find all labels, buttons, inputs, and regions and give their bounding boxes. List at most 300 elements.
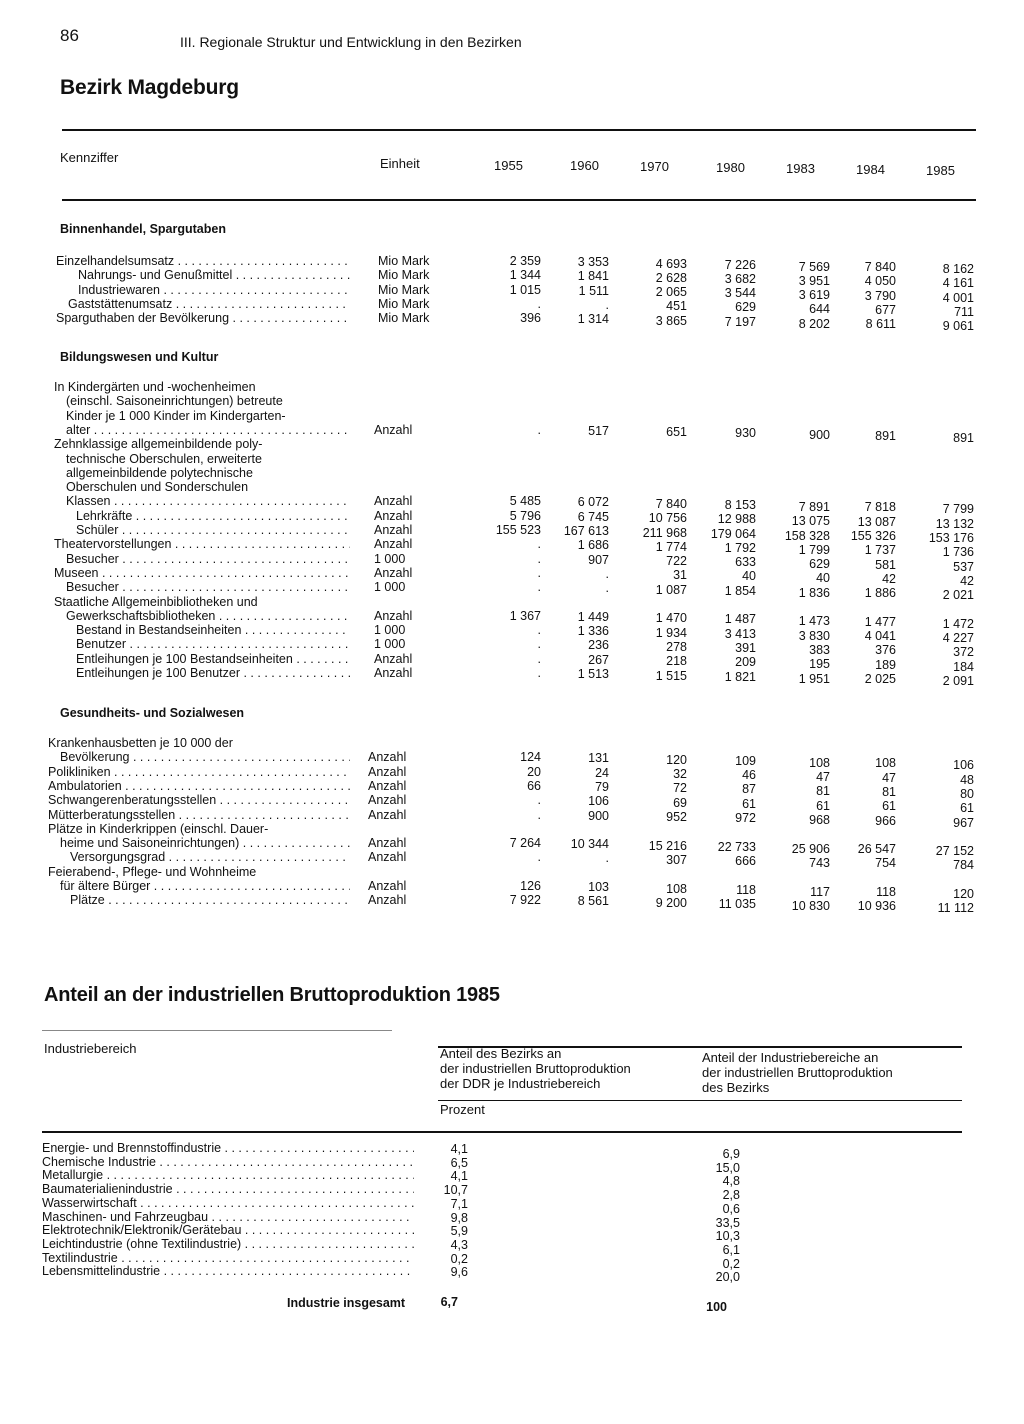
row-value: .	[537, 637, 541, 652]
row-value: 61	[960, 801, 974, 816]
table2-header-industriebereich: Industriebereich	[44, 1041, 137, 1056]
row-value: 1 470	[655, 611, 687, 626]
industry-share-bezirk: 2,8	[722, 1188, 740, 1203]
row-label: Klassen . . .	[66, 494, 350, 508]
row-value: 69	[673, 795, 687, 810]
row-value: 1 736	[942, 545, 974, 560]
row-value: .	[537, 807, 541, 822]
industry-share-ddr: 7,1	[450, 1196, 468, 1211]
row-value: 108	[875, 756, 896, 771]
row-value: 126	[520, 879, 541, 893]
row-value: 9 200	[655, 895, 687, 910]
row-value: 7 818	[864, 500, 896, 515]
header-1983: 1983	[786, 161, 815, 176]
row-value: 12 988	[717, 512, 756, 527]
row-value: 26 547	[857, 842, 896, 857]
section-title: Bildungswesen und Kultur	[60, 350, 219, 364]
total-share-ddr: 6,7	[440, 1295, 458, 1309]
row-value: 61	[742, 796, 756, 811]
row-value: 4 227	[942, 631, 974, 646]
row-value: 743	[809, 855, 830, 870]
section-title: Binnenhandel, Spargutaben	[60, 222, 226, 236]
row-value: 1 367	[509, 608, 541, 623]
industry-share-ddr: 4,3	[450, 1237, 468, 1252]
row-value: 537	[953, 559, 974, 574]
industry-share-bezirk: 10,3	[715, 1229, 740, 1244]
industry-share-ddr: 4,1	[450, 1142, 468, 1156]
row-value: 1 473	[798, 614, 830, 629]
row-unit: Anzahl	[374, 494, 413, 509]
row-value: 891	[875, 428, 896, 443]
row-value: 179 064	[710, 526, 756, 541]
row-value: 42	[960, 573, 974, 588]
industry-label: Lebensmittelindustrie . . .	[42, 1265, 414, 1279]
row-value: 48	[960, 772, 974, 787]
row-value: 189	[875, 657, 896, 672]
row-value: 10 344	[570, 837, 609, 852]
row-value: 8 162	[942, 262, 974, 276]
row-value: 629	[735, 300, 756, 315]
row-value: 651	[666, 425, 687, 440]
row-value: 13 075	[791, 514, 830, 529]
row-value: .	[537, 565, 541, 580]
row-value: .	[537, 651, 541, 666]
row-value: 40	[742, 569, 756, 584]
row-value: 1 336	[577, 624, 609, 639]
row-value: 9 061	[942, 319, 974, 334]
row-value: 6 072	[577, 495, 609, 510]
row-value: .	[605, 581, 609, 596]
industry-label: Energie- und Brennstoffindustrie . . .	[42, 1142, 414, 1156]
row-value: 10 756	[648, 511, 687, 526]
row-value: 376	[875, 643, 896, 658]
row-value: 966	[875, 813, 896, 828]
row-label: Bevölkerung . . .	[60, 750, 350, 764]
row-value: 1 314	[577, 312, 609, 327]
row-unit: Anzahl	[374, 565, 413, 580]
running-head: III. Regionale Struktur und Entwicklung in den Bezirken	[180, 34, 522, 50]
row-value: 27 152	[935, 844, 974, 859]
row-value: 8 153	[724, 497, 756, 512]
row-value: 7 226	[724, 257, 756, 272]
row-value: 13 132	[935, 516, 974, 531]
row-value: 383	[809, 642, 830, 657]
row-unit: Anzahl	[368, 807, 407, 822]
row-value: 24	[595, 765, 609, 780]
industry-label: Textilindustrie . . .	[42, 1252, 414, 1266]
row-unit: Anzahl	[368, 893, 407, 908]
row-unit: Anzahl	[374, 666, 413, 680]
row-value: 7 840	[864, 260, 896, 274]
industry-share-bezirk: 4,8	[722, 1174, 740, 1189]
row-value: 120	[953, 887, 974, 901]
row-unit: 1 000	[374, 637, 406, 652]
row-value: 81	[882, 784, 896, 799]
row-value: 581	[875, 557, 896, 572]
row-label: allgemeinbildende polytechnische	[66, 465, 253, 480]
total-share-bezirk: 100	[706, 1300, 727, 1314]
row-value: 1 934	[655, 625, 687, 640]
header-1970: 1970	[640, 159, 669, 174]
row-label: Theatervorstellungen . . .	[54, 537, 350, 551]
row-value: 372	[953, 645, 974, 660]
row-value: 106	[588, 794, 609, 809]
row-value: 7 264	[509, 836, 541, 851]
industry-label: Elektrotechnik/Elektronik/Gerätebau . . .	[42, 1224, 414, 1238]
industry-share-bezirk: 0,2	[722, 1256, 740, 1271]
row-value: 517	[588, 423, 609, 438]
row-value: 1 774	[655, 539, 687, 554]
row-value: 2 021	[942, 588, 974, 603]
table2-header-b-line: Anteil der Industriebereiche an	[702, 1050, 879, 1065]
industry-share-ddr: 5,9	[450, 1224, 468, 1239]
row-value: 209	[735, 655, 756, 670]
row-value: 4 001	[942, 290, 974, 305]
table2-header-a-line: der DDR je Industriebereich	[440, 1076, 601, 1091]
row-value: 117	[810, 884, 830, 899]
row-value: 15 216	[648, 838, 687, 853]
row-value: 218	[666, 654, 687, 669]
row-value: 784	[953, 858, 974, 873]
industry-share-ddr: 4,1	[450, 1169, 468, 1184]
row-value: 711	[954, 304, 974, 319]
table2-header-b-line: des Bezirks	[702, 1080, 770, 1095]
row-label: für ältere Bürger . . .	[60, 879, 350, 893]
row-unit: Anzahl	[368, 836, 407, 851]
row-label: technische Oberschulen, erweiterte	[66, 451, 262, 466]
row-value: 31	[673, 568, 687, 583]
row-value: 1 821	[724, 669, 756, 684]
industry-share-bezirk: 6,1	[722, 1242, 740, 1257]
table2-header-rule	[42, 1131, 962, 1133]
row-value: 40	[816, 571, 830, 586]
row-label: Besucher . . .	[66, 552, 350, 566]
row-value: 1 344	[509, 268, 541, 283]
row-value: 103	[588, 880, 609, 894]
table2-unit-rule	[438, 1100, 962, 1101]
row-value: 87	[742, 782, 756, 797]
row-value: 968	[809, 813, 830, 827]
industry-label: Metallurgie . . .	[42, 1169, 414, 1183]
row-label: Bestand in Bestandseinheiten . . .	[76, 623, 350, 637]
row-label: Staatliche Allgemeinbibliotheken und	[54, 594, 258, 609]
row-label: Plätze . . .	[70, 893, 350, 907]
table2-header-bereich-anteil	[702, 1050, 893, 1095]
row-value: .	[537, 296, 541, 311]
row-value: 11 035	[718, 896, 756, 911]
row-value: 7 840	[655, 496, 687, 511]
industry-label: Leichtindustrie (ohne Textilindustrie) . . .	[42, 1238, 414, 1252]
row-value: 677	[875, 302, 896, 317]
row-label: Entleihungen je 100 Bestandseinheiten . . .	[76, 652, 350, 666]
row-label: Sparguthaben der Bevölkerung . . .	[56, 311, 350, 325]
row-value: 1 792	[724, 540, 756, 555]
row-value: .	[605, 566, 609, 581]
table2-title: Anteil an der industriellen Bruttoproduktion 1985	[44, 984, 500, 1006]
industry-label: Maschinen- und Fahrzeugbau . . .	[42, 1211, 414, 1225]
row-value: .	[537, 580, 541, 595]
row-value: 1 487	[724, 612, 756, 627]
row-value: 1 836	[798, 585, 830, 600]
row-unit: Anzahl	[374, 537, 413, 552]
row-value: 158 328	[784, 528, 830, 543]
row-label: alter . . .	[66, 423, 350, 437]
row-value: 3 682	[724, 271, 756, 286]
industry-share-ddr: 6,5	[450, 1155, 468, 1170]
row-value: .	[537, 623, 541, 638]
row-value: 1 886	[864, 586, 896, 601]
row-value: 7 891	[798, 499, 830, 514]
row-value: 109	[735, 753, 756, 768]
row-value: 32	[673, 767, 687, 782]
row-label: Industriewaren . . .	[78, 283, 350, 297]
row-value: 8 202	[798, 316, 830, 331]
row-value: 10 830	[791, 898, 830, 913]
row-value: 120	[666, 752, 687, 767]
row-value: 7 569	[798, 259, 830, 274]
row-label: Gewerkschaftsbibliotheken . . .	[66, 609, 350, 623]
industry-share-bezirk: 33,5	[715, 1215, 740, 1230]
row-value: 167 613	[563, 524, 609, 538]
row-value: 1 511	[578, 283, 609, 298]
row-value: 131	[588, 751, 609, 766]
row-unit: Anzahl	[374, 523, 413, 537]
industry-share-ddr: 9,6	[450, 1265, 468, 1280]
row-value: 108	[809, 755, 830, 770]
row-value: .	[537, 850, 541, 865]
row-value: 195	[809, 657, 830, 672]
row-label: (einschl. Saisoneinrichtungen) betreute	[66, 394, 283, 409]
table1-top-rule	[62, 129, 976, 131]
industry-share-ddr: 10,7	[443, 1183, 468, 1198]
row-label: Plätze in Kinderkrippen (einschl. Dauer-	[48, 821, 269, 836]
row-value: 47	[816, 770, 830, 785]
row-label: Einzelhandelsumsatz . . .	[56, 254, 350, 268]
row-value: 666	[735, 853, 756, 868]
header-1985: 1985	[926, 163, 955, 178]
row-unit: Mio Mark	[378, 254, 430, 268]
row-unit: Anzahl	[374, 651, 413, 666]
row-value: 4 050	[864, 274, 896, 289]
row-value: 391	[735, 640, 756, 655]
row-value: 1 854	[724, 583, 756, 598]
row-unit: Anzahl	[368, 750, 407, 765]
row-label: Benutzer . . .	[76, 637, 350, 651]
row-value: .	[537, 537, 541, 552]
row-value: 967	[953, 815, 974, 830]
row-value: 22 733	[717, 839, 756, 854]
industry-share-ddr: 9,8	[450, 1210, 468, 1225]
row-value: 72	[673, 781, 687, 796]
row-value: 3 865	[655, 313, 687, 328]
page-number: 86	[60, 26, 79, 45]
row-value: 930	[735, 426, 756, 441]
row-value: 7 922	[509, 893, 541, 908]
row-value: 267	[588, 652, 609, 667]
header-1984: 1984	[856, 162, 885, 177]
row-label: Museen . . .	[54, 566, 350, 580]
row-value: 907	[588, 552, 609, 567]
row-value: 754	[875, 856, 896, 871]
row-label: Ambulatorien . . .	[48, 779, 350, 793]
row-value: 1 515	[655, 668, 687, 683]
row-value: 61	[882, 799, 896, 814]
row-value: 1 472	[942, 616, 974, 631]
row-label: Besucher . . .	[66, 580, 350, 594]
row-unit: Anzahl	[368, 879, 407, 893]
table2-header-bezirk-anteil	[440, 1046, 631, 1091]
row-label: Feierabend-, Pflege- und Wohnheime	[48, 864, 257, 879]
row-value: 108	[666, 881, 687, 896]
row-value: 900	[809, 428, 830, 443]
row-value: 3 619	[798, 288, 830, 303]
row-label: Entleihungen je 100 Benutzer . . .	[76, 666, 350, 680]
row-value: 5 796	[509, 508, 541, 523]
row-value: 4 041	[864, 629, 896, 644]
row-value: 3 413	[724, 626, 756, 641]
industry-share-bezirk: 0,6	[722, 1201, 740, 1216]
row-value: 10 936	[857, 899, 896, 914]
row-value: 2 025	[864, 672, 896, 686]
row-value: 1 015	[509, 282, 541, 297]
row-value: 7 197	[724, 314, 756, 329]
row-label: Versorgungsgrad . . .	[70, 850, 350, 864]
industry-label: Chemische Industrie . . .	[42, 1156, 414, 1170]
row-unit: Mio Mark	[378, 311, 430, 326]
row-value: 2 065	[655, 285, 687, 300]
row-value: 952	[666, 810, 687, 824]
row-value: 6 745	[577, 509, 609, 524]
row-value: 3 353	[577, 255, 609, 269]
row-value: .	[537, 793, 541, 808]
section-title: Gesundheits- und Sozialwesen	[60, 706, 245, 720]
row-label: Zehnklassige allgemeinbildende poly-	[54, 437, 263, 452]
header-1980: 1980	[716, 160, 745, 175]
row-label: In Kindergärten und -wochenheimen	[54, 380, 256, 394]
industry-share-bezirk: 15,0	[715, 1160, 740, 1175]
row-label: Gaststättenumsatz . . .	[68, 297, 350, 311]
row-unit: Anzahl	[368, 764, 407, 779]
row-label: Schüler . . .	[76, 523, 350, 537]
row-value: 2 628	[655, 270, 687, 285]
row-unit: Anzahl	[374, 422, 413, 437]
row-unit: Mio Mark	[378, 282, 430, 297]
row-unit: Mio Mark	[378, 268, 430, 283]
row-unit: 1 000	[374, 580, 406, 595]
row-value: 42	[882, 571, 896, 586]
total-label: Industrie insgesamt	[287, 1296, 406, 1310]
row-label: Lehrkräfte . . .	[76, 509, 350, 523]
table2-header-a-line: Anteil des Bezirks an	[440, 1046, 562, 1061]
row-value: 1 686	[577, 538, 609, 553]
row-value: 900	[588, 808, 609, 823]
row-value: 118	[876, 885, 896, 899]
row-value: .	[537, 551, 541, 566]
row-value: 80	[960, 786, 974, 801]
row-value: 8 611	[865, 317, 896, 332]
row-value: 307	[666, 852, 687, 867]
row-value: 2 091	[942, 674, 974, 688]
row-unit: Anzahl	[368, 850, 407, 865]
row-value: 1 087	[655, 582, 687, 597]
row-value: 47	[882, 770, 896, 785]
row-value: 155 523	[495, 523, 541, 537]
industry-label: Baumaterialienindustrie . . .	[42, 1183, 414, 1197]
row-value: 8 561	[577, 894, 609, 909]
row-value: 118	[736, 882, 756, 897]
row-unit: Anzahl	[374, 508, 413, 523]
row-value: 891	[953, 430, 974, 445]
table2-top-rule	[42, 1030, 392, 1031]
row-value: 644	[809, 302, 830, 317]
row-value: 278	[666, 639, 687, 654]
row-value: 81	[816, 784, 830, 799]
row-value: 61	[816, 798, 830, 813]
row-value: 3 790	[864, 288, 896, 303]
row-label: Oberschulen und Sonderschulen	[66, 480, 249, 495]
row-value: 633	[735, 555, 756, 570]
row-value: .	[537, 422, 541, 437]
row-value: 1 477	[864, 614, 896, 629]
row-value: 1 951	[798, 671, 830, 686]
row-value: .	[537, 666, 541, 680]
row-value: 3 951	[798, 273, 830, 288]
row-value: 13 087	[857, 514, 896, 529]
industry-share-bezirk: 6,9	[722, 1147, 740, 1161]
row-value: 153 176	[928, 531, 974, 545]
header-1960: 1960	[570, 158, 599, 173]
row-value: 972	[735, 811, 756, 825]
row-value: 25 906	[791, 841, 830, 856]
row-value: 2 359	[509, 254, 541, 268]
row-value: 7 799	[942, 502, 974, 517]
row-label: Polikliniken . . .	[48, 765, 350, 779]
row-value: 1 449	[577, 609, 609, 624]
row-value: 236	[588, 638, 609, 653]
table2-header-b-line: der industriellen Bruttoproduktion	[702, 1065, 893, 1080]
row-value: 46	[742, 768, 756, 783]
row-unit: 1 000	[374, 623, 406, 638]
row-value: 184	[953, 659, 974, 674]
row-label: Krankenhausbetten je 10 000 der	[48, 736, 233, 750]
row-unit: Anzahl	[374, 608, 413, 623]
table2-header-a-line: der industriellen Bruttoproduktion	[440, 1061, 631, 1076]
row-value: .	[605, 297, 609, 312]
industry-label: Wasserwirtschaft . . .	[42, 1197, 414, 1211]
row-value: 124	[520, 750, 541, 765]
row-value: 1 841	[577, 269, 609, 284]
row-unit: Mio Mark	[378, 296, 430, 311]
row-value: 20	[527, 764, 541, 779]
row-value: 1 737	[864, 543, 896, 558]
header-1955: 1955	[494, 158, 523, 173]
row-value: 4 693	[655, 256, 687, 271]
industry-share-bezirk: 20,0	[715, 1270, 740, 1285]
row-label: heime und Saisoneinrichtungen) . . .	[60, 836, 350, 850]
table2-unit-prozent: Prozent	[440, 1102, 485, 1117]
row-value: 11 112	[937, 901, 974, 916]
row-label: Mütterberatungsstellen . . .	[48, 808, 350, 822]
row-value: 1 799	[798, 542, 830, 557]
row-value: 451	[666, 299, 687, 314]
row-value: 722	[666, 554, 687, 569]
row-label: Nahrungs- und Genußmittel . . .	[78, 268, 350, 282]
row-value: 66	[527, 778, 541, 793]
header-einheit: Einheit	[380, 156, 420, 171]
row-value: 3 830	[798, 628, 830, 643]
row-value: 155 326	[850, 529, 896, 543]
row-label: Kinder je 1 000 Kinder im Kindergarten-	[66, 408, 286, 423]
